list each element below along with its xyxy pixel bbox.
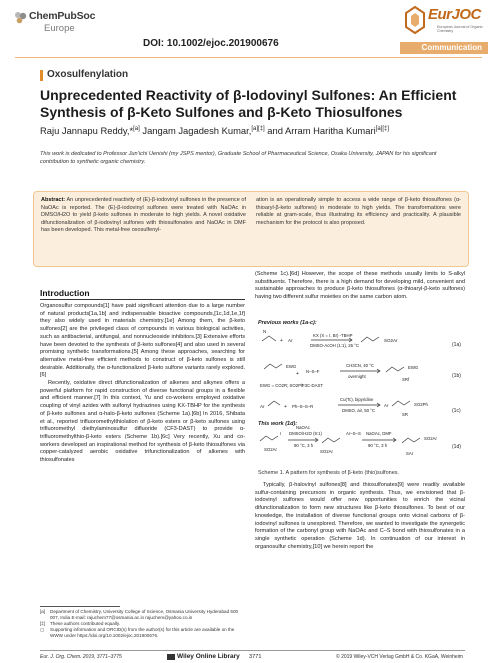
scheme-label-1c: (1c) [452, 408, 461, 414]
right-column-top-text: (Scheme 1c).[6d] However, the scope of these methods usually limits to S-alkyl substituents. Therefore, there is a high demand for developing mild, convenient and sustainable approaches to produce β-keto thiosulfones (α-thioaryl-β-keto sulfones) having two different sulfur moieties on the same carbon atom. [255, 271, 465, 301]
abstract-label: Abstract: [41, 197, 66, 203]
scheme-condition-b2: overnight [348, 374, 366, 379]
svg-text:Ar: Ar [288, 338, 293, 343]
svg-text:N: N [263, 329, 267, 334]
category-marker [40, 70, 43, 81]
abstract-box [33, 191, 469, 267]
scheme-condition-d4: NaOAc, DMF [366, 431, 392, 436]
svg-text:I: I [280, 431, 282, 436]
svg-text:EWG: EWG [408, 365, 419, 370]
scheme-condition-b1: CH3CN, 40 °C [346, 363, 374, 368]
scheme-condition-d1: NaOAc [296, 425, 310, 430]
journal-name: EurJOC [428, 6, 481, 23]
svg-text:SRf: SRf [402, 377, 410, 382]
scheme-condition-a2: DMSO-AcOH (1:1), 26 °C [310, 343, 359, 348]
svg-text:Ar–S–S: Ar–S–S [346, 431, 361, 436]
svg-text:+: + [280, 338, 283, 344]
journal-citation: Eur. J. Org. Chem. 2019, 3771–3775 [40, 654, 122, 660]
svg-text:Ar: Ar [384, 403, 389, 408]
journal-emblem-icon [404, 5, 426, 35]
svg-text:+: + [296, 371, 299, 377]
svg-text:+: + [284, 404, 287, 410]
scheme-condition-d2: DMSO/H2O (9:1) [289, 431, 322, 436]
dedication: This work is dedicated to Professor Jun’ichi Uenishi (my JSPS mentor), Graduate School of Pharmaceutical Science, Osaka University, JAPAN for his significant contribution to synthetic organic chemistry. [40, 151, 437, 165]
abstract-left-column [41, 197, 246, 235]
section-divider [40, 299, 245, 300]
scheme-caption: Scheme 1. A pattern for synthesis of β-keto (thio)sulfones. [258, 470, 400, 476]
scheme-condition-a1: KX (X = I, Br) -TBHP [313, 333, 353, 338]
author-name: Jangam Jagadesh Kumar, [142, 125, 252, 136]
footnote-text: These authors contributed equally. [50, 621, 121, 626]
scheme-row-1c [260, 397, 461, 417]
article-category: Oxosulfenylation [47, 69, 129, 80]
footnote-divider [40, 606, 120, 607]
author-list [40, 125, 480, 136]
author-affiliation: [a][‡] [251, 125, 265, 132]
scheme-this-work-label: This work (1d): [258, 421, 298, 427]
page-number: 3771 [249, 654, 262, 660]
svg-text:EWG: EWG [286, 364, 297, 369]
intro-body [40, 303, 245, 588]
scheme-row-1b [260, 363, 461, 388]
right-column-bottom-text [255, 482, 465, 602]
svg-text:SO2Ar: SO2Ar [384, 338, 398, 343]
publisher-logo [14, 9, 124, 45]
footnote-text[interactable]: Supporting information and ORCID(s) from the author(s) for this article are available on the WWW under https://doi.org/10.1002/ejoc.201900676. [50, 627, 235, 638]
intro-paragraph: Organosulfur compounds[1] have paid significant attention due to a large number of natural products[1a,1b] and indispensable bioactive compounds,[1c,1d,1e,1f] they also widely used in materials chemistry.[1e] Among them, the β-keto sulfones[2] are the privileged class of compounds in various biological activities, such as antibacterial, antifungal, and nonnucleoside inhibitors.[3] Extensive efforts have been devoted to the synthesis of β-keto sulfones[4] and also used in several promising synthetic transformations.[5] Among these approaches, searching for alternative metal-free efficient methods to construct of β-keto sulfones is still desirable. Additionally, the α-functionalized β-keto sulfone variants rarely explored.[6] [40, 303, 245, 379]
svg-text:SO2Ph: SO2Ph [414, 402, 428, 407]
scheme-ewg-definition: EWG = CO2R; SO2Ph [260, 383, 304, 388]
wiley-logo-icon [167, 654, 175, 660]
scheme-condition-d3: 90 °C, 3 h [294, 443, 314, 448]
footnote-supporting-info [40, 627, 245, 639]
author-name: Raju Jannapu Reddy,* [40, 125, 134, 136]
section-label: Communication [421, 43, 482, 52]
wiley-online-library-link[interactable]: Wiley Online Library [177, 653, 240, 660]
article-title: Unprecedented Reactivity of β-Iodovinyl Sulfones: An Efficient Synthesis of β-Keto Sulfones and β-Keto Thiosulfones [40, 87, 457, 120]
svg-text:N–S–F: N–S–F [306, 369, 320, 374]
footnotes [40, 609, 245, 639]
abstract-text-right: ation is an operationally simple to access a wide range of β-keto thiosulfones (α-thioaryl-β-keto sulfones) in moderate to high yields. The transformations were reliable at gram-scale, thus illustrating its efficiency and practicality. A plausible mechanism for the protocol is also proposed. [256, 197, 461, 226]
svg-text:SO2Ar: SO2Ar [264, 447, 277, 452]
article-doi: DOI: 10.1002/ejoc.201900676 [143, 38, 279, 49]
svg-text:SAr: SAr [406, 451, 414, 456]
section-heading: Introduction [40, 288, 90, 298]
svg-text:SO2Ar: SO2Ar [424, 436, 437, 441]
header-divider [15, 57, 482, 58]
supporting-info-icon: ▢ [40, 627, 45, 632]
footer-divider [40, 650, 465, 651]
scheme-condition-c2: DMSO, air, 50 °C [342, 408, 375, 413]
reaction-scheme [256, 317, 470, 467]
svg-text:Ar: Ar [260, 404, 265, 409]
svg-text:SO2Ar: SO2Ar [320, 449, 333, 454]
scheme-condition-d5: 90 °C, 3 h [368, 443, 388, 448]
section-band [400, 42, 488, 54]
intro-paragraph: Recently, oxidative direct difunctionalization of alkenes and alkynes offers a powerful platform for rapid construction of diverse functional groups in a flexible and efficient manner.[7] In this context, Yu and co-workers employed oxidative coupling of vinyl azides with sulfonyl hydrazines using KX-TBHP for the synthesis of β-keto sulfones and α-halo-β-keto sulfones (Scheme 1a).[6b] In 2016, Shibata et al., reported trifluoromethylthiolation of β-keto esters or β-keto sulfones using trifluoromethyl diethylaminosulfur difluoride (CF3-DAST) to provide α-trifluoromethylthio-β-keto esters (Scheme 1b).[6c] Very recently, Xu and co-workers developed an inspirational method for synthesis of β-keto thiosulfones via copper-catalyzed aerobic oxidative trifunctionalization of alkenes with thiosulfonates [40, 380, 245, 464]
svg-text:SR: SR [402, 412, 408, 417]
scheme-label-1a: (1a) [452, 342, 461, 348]
footnote-mark: [a] [40, 609, 46, 614]
scheme-condition-c1: Cu(Tc), bipyridine [340, 397, 374, 402]
footnote-affiliation [40, 609, 245, 621]
scheme-label-1d: (1d) [452, 444, 461, 450]
scheme-reagent-b: F3C-DAST [302, 383, 324, 388]
scheme-label-1b: (1b) [452, 373, 461, 379]
body-paragraph: Typically, β-halovinyl sulfones[8] and thiosulfonates[9] were readily available sulfur-containing precursors in organic synthesis. Thus, we envisioned that β-iodovinyl sulfones would offer new opportunities to enrich the vicinal difunctionalization to form new structures like β-keto thiosulfones. To best of our knowledge, the installation of diverse functional groups onto vicinal carbons of β-iodovinyl sulfones is unexplored. Therefore, we wanted to investigate the synergetic formation of the carbonyl group with NaOAc and C–S bond with thiosulfonates in a single synthetic operation (Scheme 1d). In continuation of our interest in organosulfur chemistry,[10] we herein report the [255, 482, 465, 550]
scheme-row-1a [262, 329, 461, 348]
publisher-name: ChemPubSoc [29, 10, 96, 22]
author-affiliation: [a] [133, 125, 140, 132]
author-name: and Arram Haritha Kumari [267, 125, 376, 136]
footnote-text: Department of Chemistry, University College of Science, Osmania University Hyderabad 500 007, India E-mail: rajuchem77@osmania.ac.in rajuchem@yahoo.co.in [50, 609, 239, 620]
abstract-text-left: An unprecedented reactivity of (E)-β-iodovinyl sulfones in the presence of NaOAc is reported. The (E)-β-iodovinyl sulfones were treated with NaOAc in DMSO/H2O to yield β-keto sulfones in moderate to high yields. A novel oxidative difunctionalization of β-iodovinyl sulfones with thiosulfonates and NaOAc in DMF has been developed. This metal-free oxosulfenyl- [41, 197, 246, 234]
copyright: © 2019 Wiley-VCH Verlag GmbH & Co. KGaA, Weinheim [336, 654, 463, 660]
scheme-row-1d [260, 425, 461, 456]
footnote-mark: [‡] [40, 621, 46, 626]
journal-description: European Journal of Organic Chemistry [437, 25, 483, 33]
scheme-previous-label: Previous works (1a-c): [258, 320, 317, 326]
chempubsoc-mark-icon [14, 11, 27, 24]
publisher-sub: Europe [44, 23, 75, 34]
author-affiliation: [a][‡] [375, 125, 389, 132]
svg-text:Ph–S–S–R: Ph–S–S–R [292, 404, 314, 409]
journal-logo [400, 2, 488, 56]
